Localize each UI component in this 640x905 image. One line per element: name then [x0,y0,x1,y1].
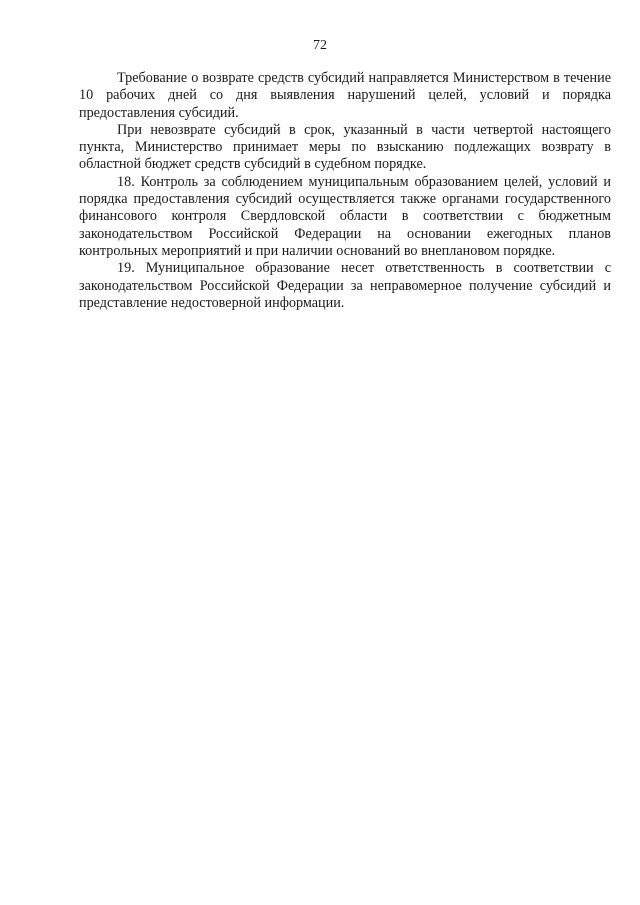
paragraph-non-return: При невозврате субсидий в срок, указанный в части четвертой настоящего пункта, Министерство принимает меры по взысканию подлежащих возврату в областной бюджет средств субсидий в судебном порядке. [79,121,611,173]
paragraph-18-control: 18. Контроль за соблюдением муниципальным образованием целей, условий и порядка предоставления субсидий осуществляется также органами государственного финансового контроля Свердловской области в соответствии с бюджетным законодательством Российской Федерации на основании ежегодных планов контрольных мероприятий и при наличии оснований во внеплановом порядке. [79,173,611,259]
paragraph-19-responsibility: 19. Муниципальное образование несет ответственность в соответствии с законодательством Российской Федерации за неправомерное получение субсидий и представление недостоверной информации. [79,260,611,311]
page-number: 72 [313,38,327,53]
paragraph-refund-request: Требование о возврате средств субсидий направляется Министерством в течение 10 рабочих дней со дня выявления нарушений целей, условий и порядка предоставления субсидий. [79,70,611,121]
document-body [79,70,611,312]
